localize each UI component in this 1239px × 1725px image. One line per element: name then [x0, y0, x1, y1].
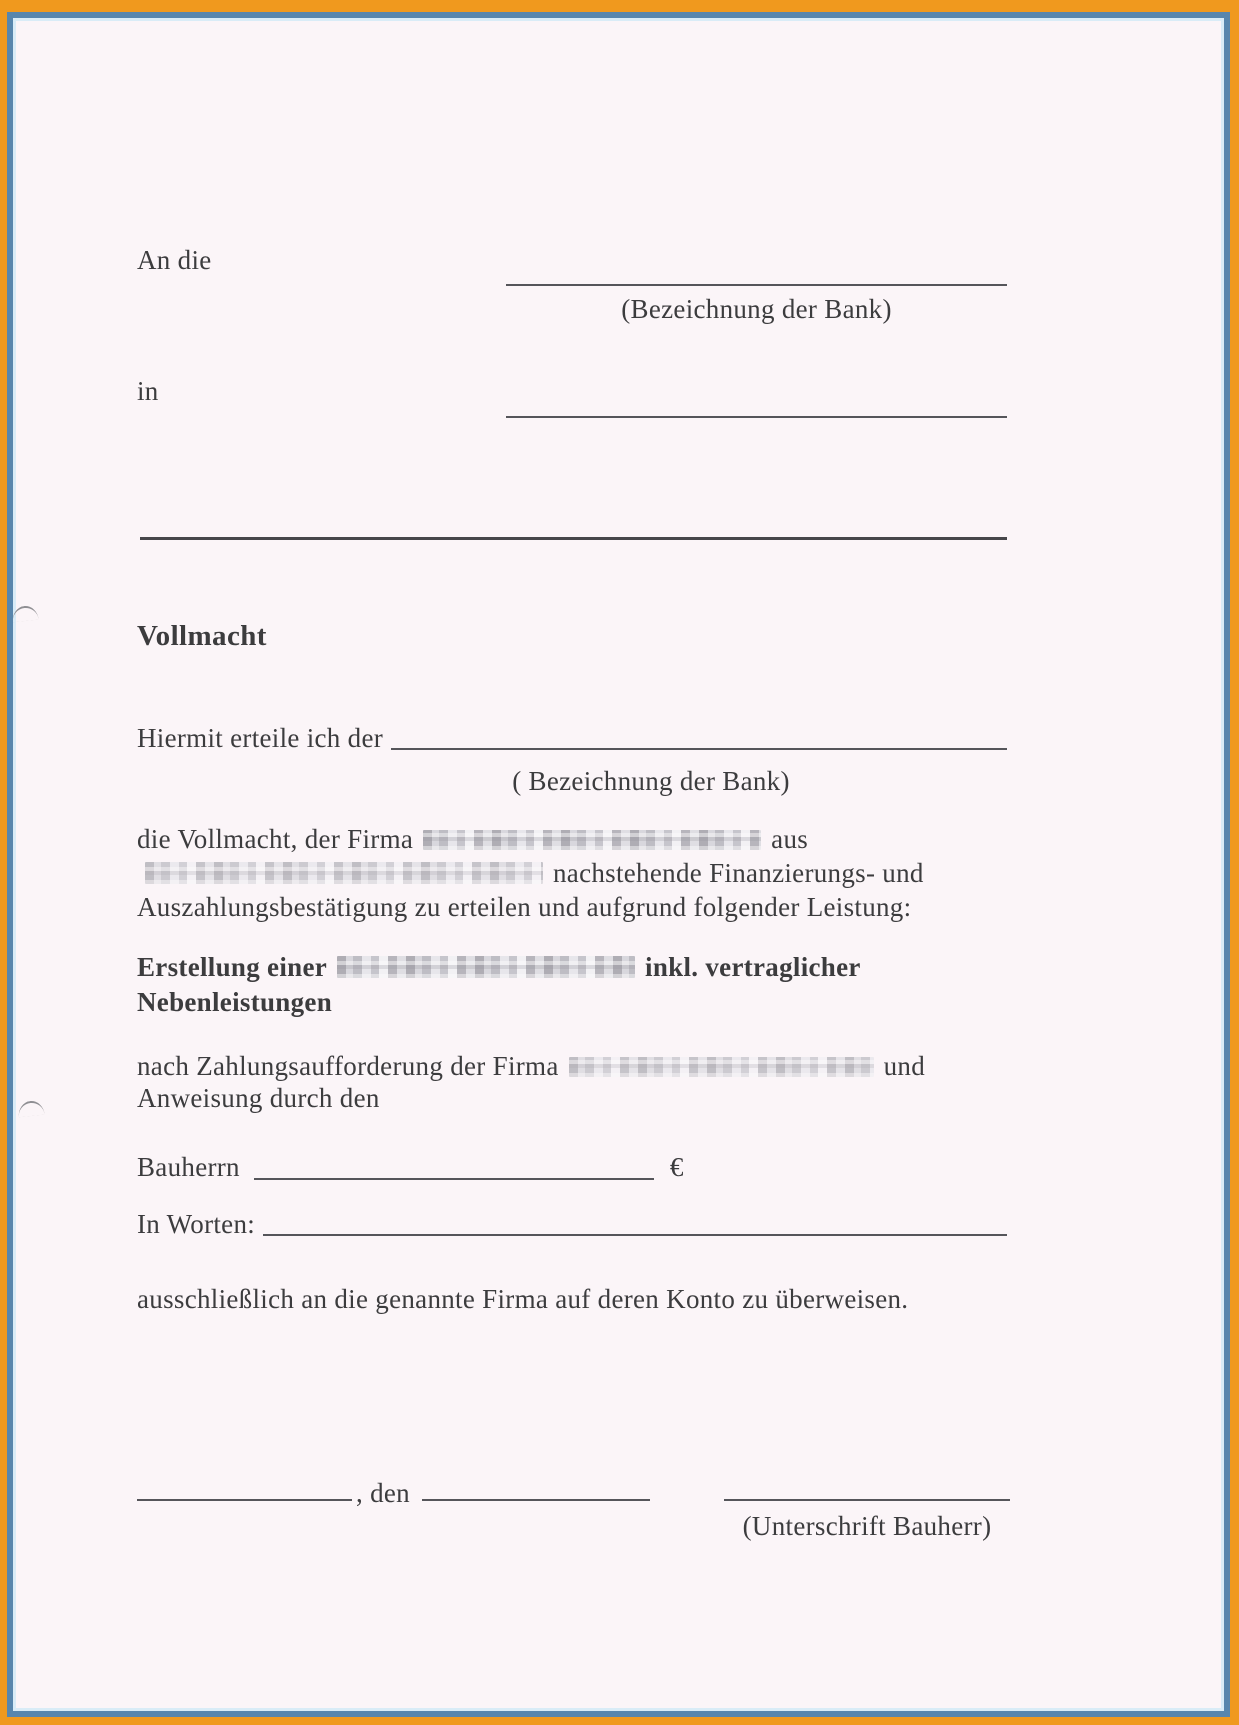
payment-line-2: Anweisung durch den [137, 1083, 380, 1113]
body-line2-suffix: nachstehende Finanzierungs- und [553, 858, 924, 888]
document-page [16, 21, 1221, 1708]
service-description [137, 950, 1017, 1020]
separator-rule [140, 537, 1007, 540]
currency-symbol: € [669, 1152, 684, 1182]
scan-border-highlight [13, 18, 1224, 1711]
body-line-1 [137, 822, 1017, 856]
in-words-label: In Worten: [137, 1209, 256, 1239]
in-words-blank-line [263, 1234, 1007, 1236]
bank-name-blank-line [506, 284, 1007, 286]
date-blank-line [422, 1499, 650, 1501]
body-line-3: Auszahlungsbestätigung zu erteilen und aufgrund folgender Leistung: [137, 892, 912, 922]
payment-line1-suffix: und [883, 1051, 926, 1081]
amount-label: Bauherrn [137, 1152, 240, 1182]
signature-block [724, 1499, 1010, 1542]
redacted-firm-name [423, 830, 761, 850]
date-den-label: , den [356, 1478, 410, 1508]
body-paragraph [137, 822, 1017, 924]
redacted-service-name [337, 956, 635, 978]
in-words-row [137, 1208, 1007, 1240]
payment-line1-prefix: nach Zahlungsaufforderung der Firma [137, 1051, 559, 1081]
scan-border-blue [7, 12, 1230, 1717]
document-title: Vollmacht [137, 620, 267, 652]
authorization-row [137, 722, 1007, 754]
payment-line-1 [137, 1050, 1017, 1082]
body-line1-suffix: aus [771, 824, 809, 854]
redacted-firm-address [145, 862, 543, 884]
amount-blank-line [254, 1178, 654, 1180]
authorization-lead: Hiermit erteile ich der [137, 723, 384, 753]
place-blank-line [137, 1499, 352, 1501]
amount-row [137, 1151, 684, 1183]
body-line1-prefix: die Vollmacht, der Firma [137, 824, 414, 854]
service-prefix: Erstellung einer [137, 952, 328, 982]
authorization-bank-blank-line [391, 748, 1007, 750]
closing-sentence: ausschließlich an die genannte Firma auf deren Konto zu überweisen. [137, 1284, 909, 1314]
payment-clause [137, 1050, 1017, 1114]
authorization-bank-caption: ( Bezeichnung der Bank) [512, 766, 790, 796]
service-line-1 [137, 950, 1017, 985]
recipient-in: in [137, 376, 159, 406]
redacted-payment-firm [569, 1057, 874, 1077]
city-blank-line [506, 416, 1007, 418]
service-line-2: Nebenleistungen [137, 987, 333, 1017]
service-suffix: inkl. vertraglicher [645, 952, 861, 982]
body-line-2 [137, 856, 1017, 890]
signature-caption: (Unterschrift Bauherr) [742, 1511, 992, 1541]
recipient-an-die: An die [137, 245, 212, 275]
scan-artifact-hook-top [11, 605, 38, 623]
scan-artifact-hook-bottom [17, 1100, 44, 1118]
bank-name-caption: (Bezeichnung der Bank) [621, 294, 892, 324]
